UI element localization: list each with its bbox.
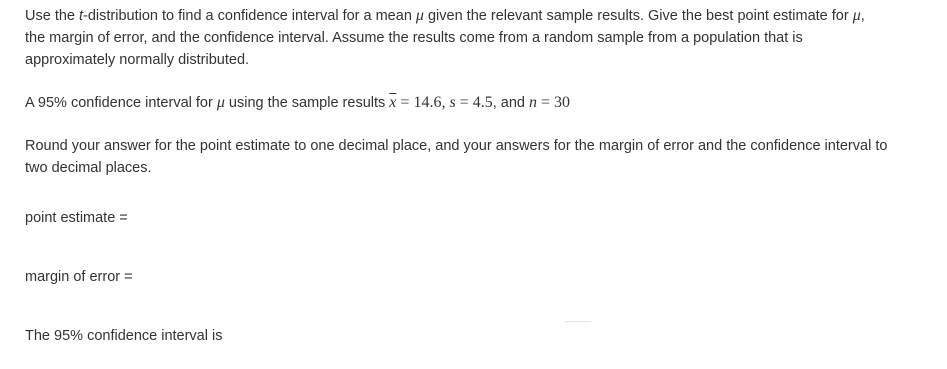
rounding-instruction: Round your answer for the point estimate to one decimal place, and your answers for the margin of error and the confidence interval to two decimal places. [25,138,888,176]
faint-divider [565,321,591,322]
question-panel [25,5,940,344]
n-symbol: n [528,94,537,111]
confidence-interval-row [25,325,537,347]
mu-symbol: μ [216,94,225,111]
problem-statement: A 95% confidence interval for μ using the sample results $\overline{x} = 14.6$, s = 4.5, and n = 30 [25,94,571,111]
mu-symbol: μ [415,7,424,24]
mu-symbol: μ [852,7,861,24]
intro-line-3: approximately normally distributed. [25,52,250,68]
intro-line-1: Use the t-distribution to find a confidence interval for a mean μ given the relevant sample results. Give the best point estimate for μ, [25,7,865,24]
xbar-symbol: $\overline{x}$ [389,94,397,111]
t-symbol: t [79,8,84,24]
margin-of-error-row [25,266,327,288]
s-symbol: s [449,94,456,111]
margin-of-error-label: margin of error = [25,269,133,285]
confidence-interval-label: The 95% confidence interval is [25,328,223,344]
xbar-value: 14.6 [413,94,442,111]
point-estimate-input[interactable] [138,207,322,229]
question-intro [25,5,940,71]
n-value: 30 [554,94,571,111]
confidence-interval-input[interactable] [233,325,537,347]
s-value: 4.5 [472,94,493,111]
point-estimate-row [25,207,322,229]
intro-line-2: the margin of error, and the confidence interval. Assume the results come from a random sample from a population that is [25,30,803,46]
point-estimate-label: point estimate = [25,210,128,226]
margin-of-error-input[interactable] [143,266,327,288]
